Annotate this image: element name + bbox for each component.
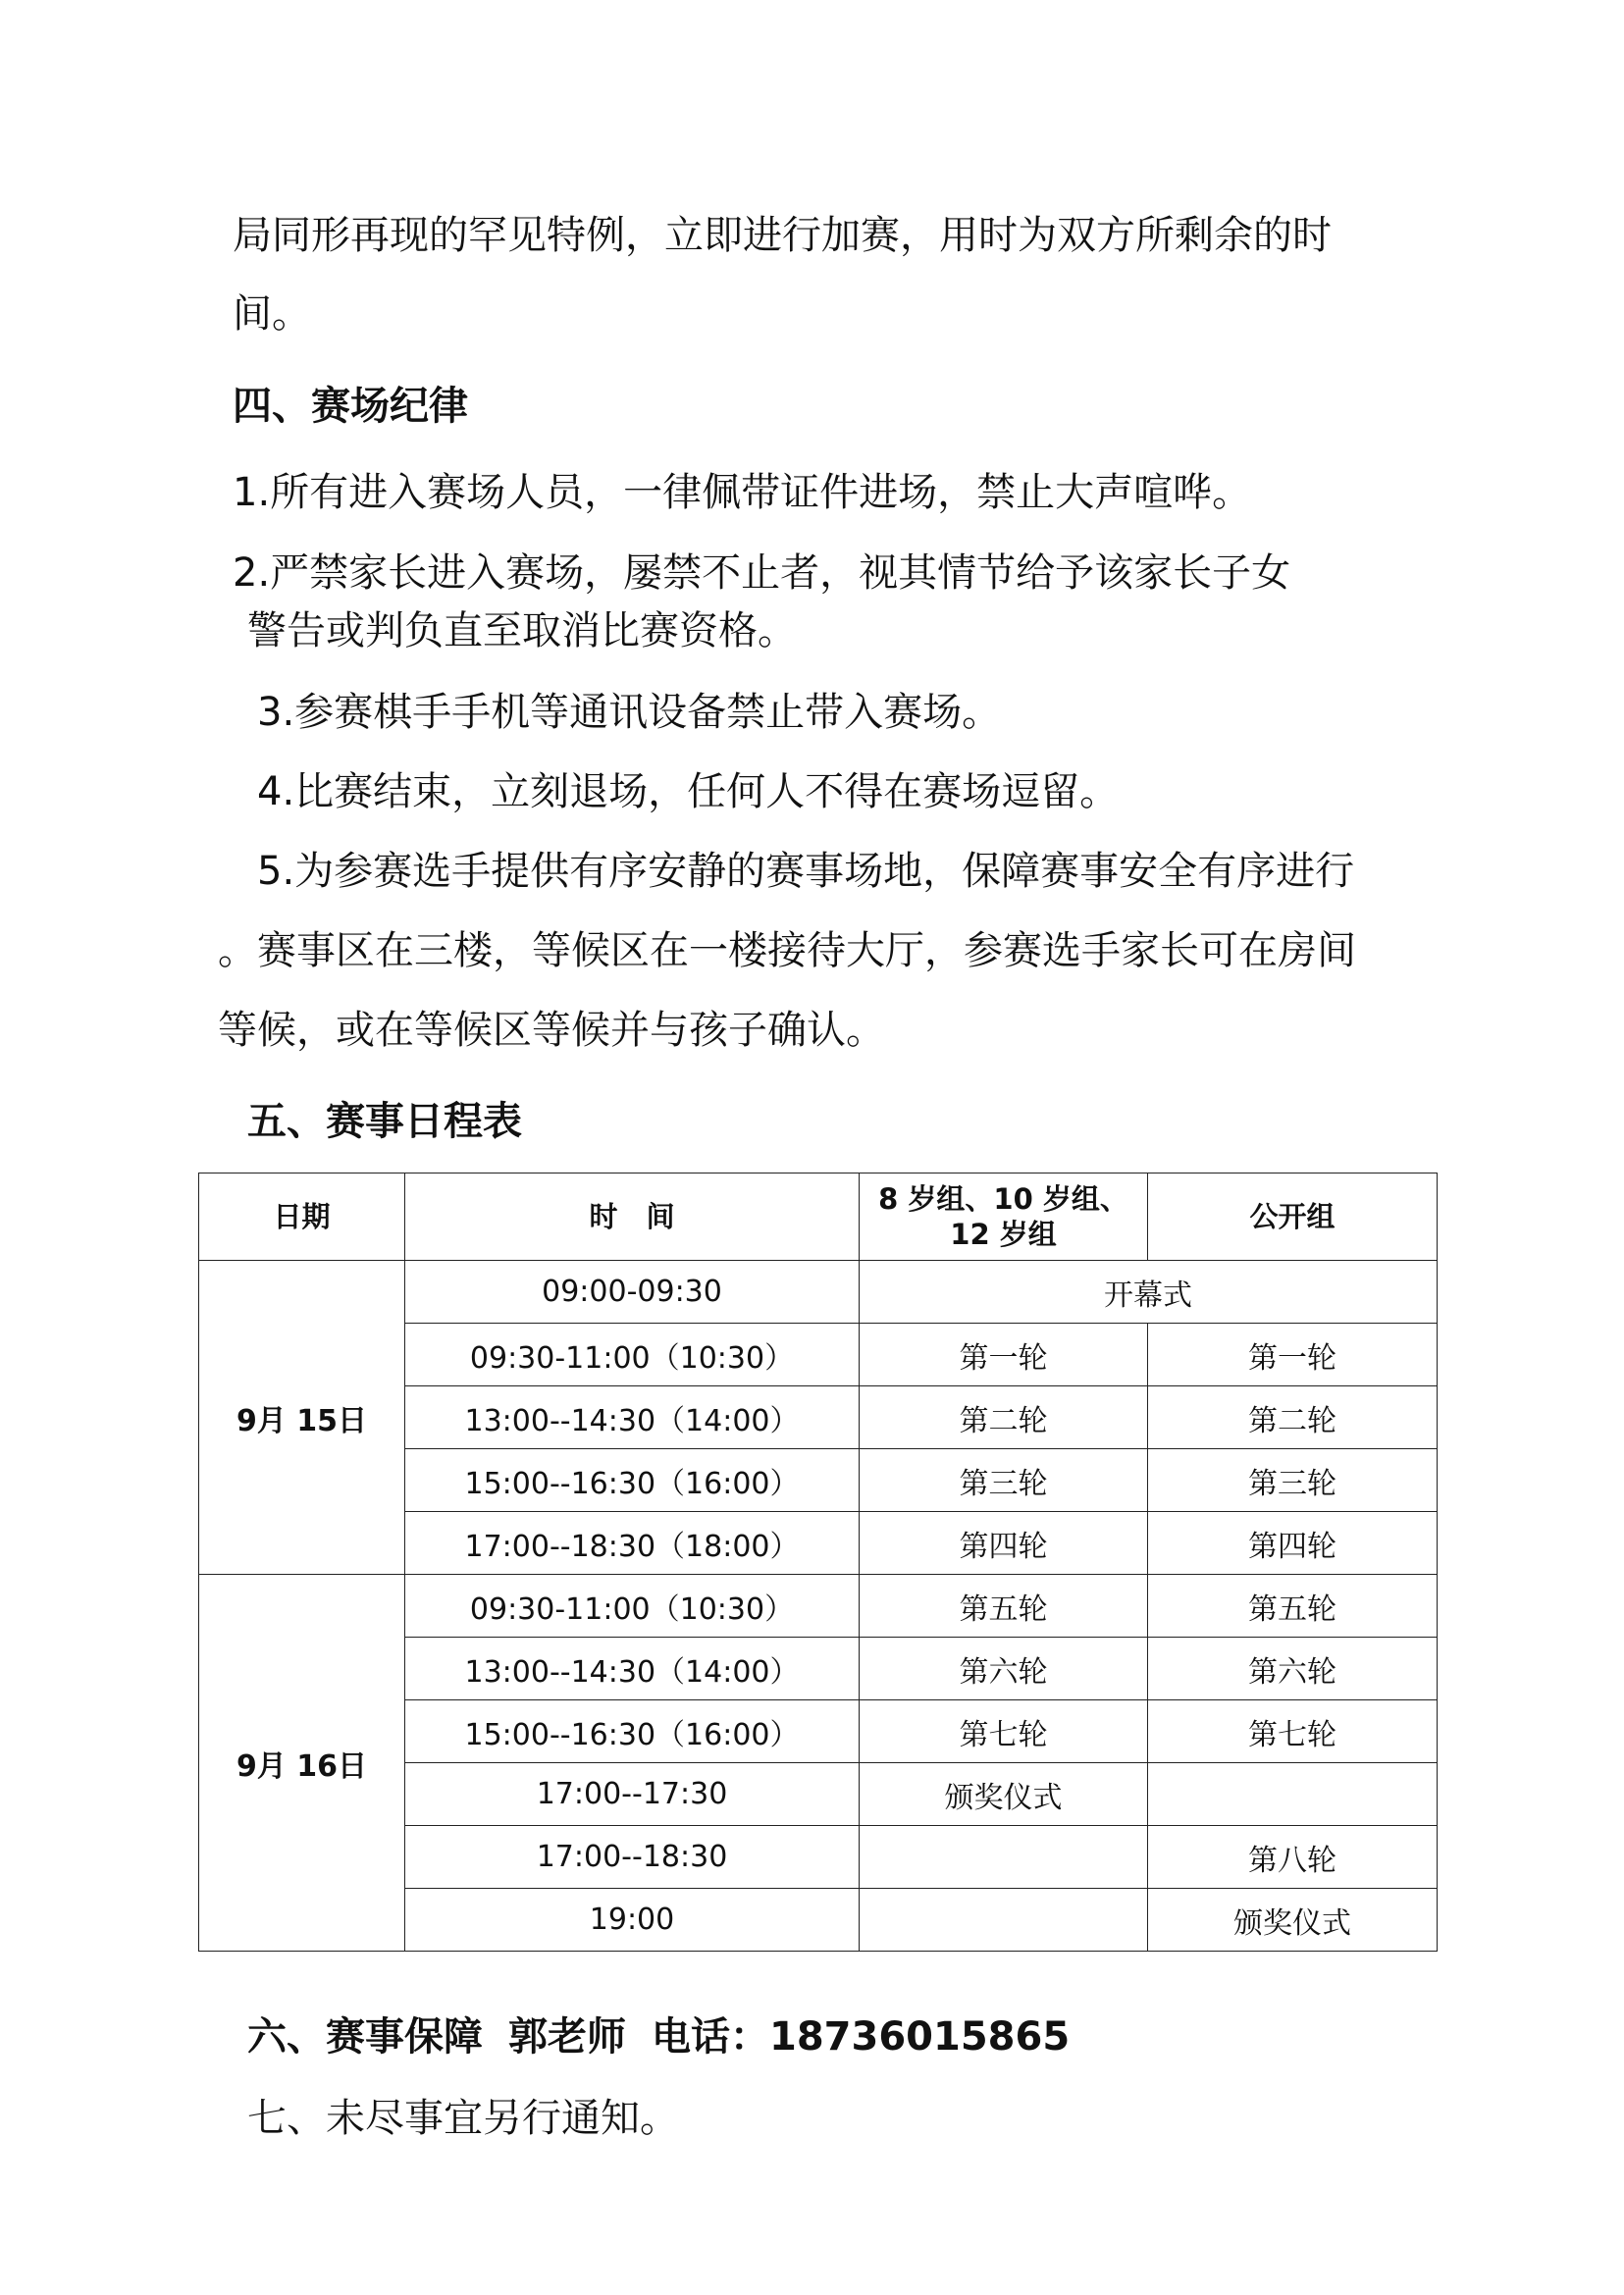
- open-group-cell: [1148, 1763, 1438, 1826]
- rule-5-line-2: 。赛事区在三楼，等候区在一楼接待大厅，参赛选手家长可在房间: [218, 928, 1356, 973]
- age-group-cell: 第二轮: [860, 1386, 1148, 1449]
- open-group-cell: 第七轮: [1148, 1700, 1438, 1763]
- date-cell-day1: 9月 15日: [199, 1261, 405, 1575]
- rule-2-line-2: 警告或判负直至取消比赛资格。: [247, 608, 797, 653]
- paragraph-line: 间。: [233, 291, 311, 337]
- time-cell: 09:00-09:30: [405, 1261, 860, 1324]
- open-group-cell: 第三轮: [1148, 1449, 1438, 1512]
- age-group-cell: 第五轮: [860, 1575, 1148, 1638]
- time-cell: 17:00--18:30（18:00）: [405, 1512, 860, 1575]
- support-label: 六、赛事保障: [247, 2014, 483, 2060]
- rule-3: 3.参赛棋手手机等通讯设备禁止带入赛场。: [257, 690, 1002, 735]
- rule-5-line-3: 等候，或在等候区等候并与孩子确认。: [218, 1008, 885, 1053]
- age-group-cell: 第七轮: [860, 1700, 1148, 1763]
- age-group-cell: 第六轮: [860, 1638, 1148, 1700]
- section-heading-7: 七、未尽事宜另行通知。: [247, 2096, 679, 2141]
- time-cell: 19:00: [405, 1889, 860, 1952]
- time-cell: 09:30-11:00（10:30）: [405, 1324, 860, 1386]
- phone-number: 18736015865: [769, 2014, 1071, 2060]
- age-group-cell: [860, 1889, 1148, 1952]
- open-group-cell: 颁奖仪式: [1148, 1889, 1438, 1952]
- section-heading-6: [247, 2011, 1070, 2062]
- open-group-cell: 第二轮: [1148, 1386, 1438, 1449]
- contact-person: 郭老师: [508, 2014, 626, 2060]
- rule-2-line-1: 2.严禁家长进入赛场，屡禁不止者，视其情节给予该家长子女: [233, 550, 1291, 596]
- rule-1: 1.所有进入赛场人员，一律佩带证件进场，禁止大声喧哗。: [233, 470, 1252, 515]
- age-group-cell: 第三轮: [860, 1449, 1148, 1512]
- open-group-cell: 第一轮: [1148, 1324, 1438, 1386]
- table-row: [199, 1261, 1438, 1324]
- header-age-groups: 8 岁组、10 岁组、12 岁组: [860, 1174, 1148, 1261]
- time-cell: 13:00--14:30（14:00）: [405, 1386, 860, 1449]
- rule-5-line-1: 5.为参赛选手提供有序安静的赛事场地，保障赛事安全有序进行: [257, 849, 1355, 894]
- section-heading-5: 五、赛事日程表: [247, 1099, 522, 1144]
- open-group-cell: 第四轮: [1148, 1512, 1438, 1575]
- date-cell-day2: 9月 16日: [199, 1575, 405, 1952]
- age-group-cell: 第四轮: [860, 1512, 1148, 1575]
- phone-label: 电话：: [652, 2014, 769, 2060]
- age-group-cell: [860, 1826, 1148, 1889]
- time-cell: 15:00--16:30（16:00）: [405, 1700, 860, 1763]
- time-cell: 15:00--16:30（16:00）: [405, 1449, 860, 1512]
- table-header-row: [199, 1174, 1438, 1261]
- header-date: 日期: [199, 1174, 405, 1261]
- open-group-cell: 第六轮: [1148, 1638, 1438, 1700]
- open-group-cell: 第八轮: [1148, 1826, 1438, 1889]
- time-cell: 17:00--17:30: [405, 1763, 860, 1826]
- header-time: 时 间: [405, 1174, 860, 1261]
- rule-4: 4.比赛结束，立刻退场，任何人不得在赛场逗留。: [257, 769, 1120, 814]
- time-cell: 13:00--14:30（14:00）: [405, 1638, 860, 1700]
- time-cell: 09:30-11:00（10:30）: [405, 1575, 860, 1638]
- time-cell: 17:00--18:30: [405, 1826, 860, 1889]
- table-row: [199, 1575, 1438, 1638]
- open-group-cell: 第五轮: [1148, 1575, 1438, 1638]
- header-open-group: 公开组: [1148, 1174, 1438, 1261]
- section-heading-4: 四、赛场纪律: [233, 384, 468, 429]
- age-group-cell: 第一轮: [860, 1324, 1148, 1386]
- age-group-cell: 颁奖仪式: [860, 1763, 1148, 1826]
- event-cell: 开幕式: [860, 1261, 1438, 1324]
- schedule-table: [198, 1173, 1438, 1952]
- paragraph-line: 局同形再现的罕见特例，立即进行加赛，用时为双方所剩余的时: [233, 213, 1332, 258]
